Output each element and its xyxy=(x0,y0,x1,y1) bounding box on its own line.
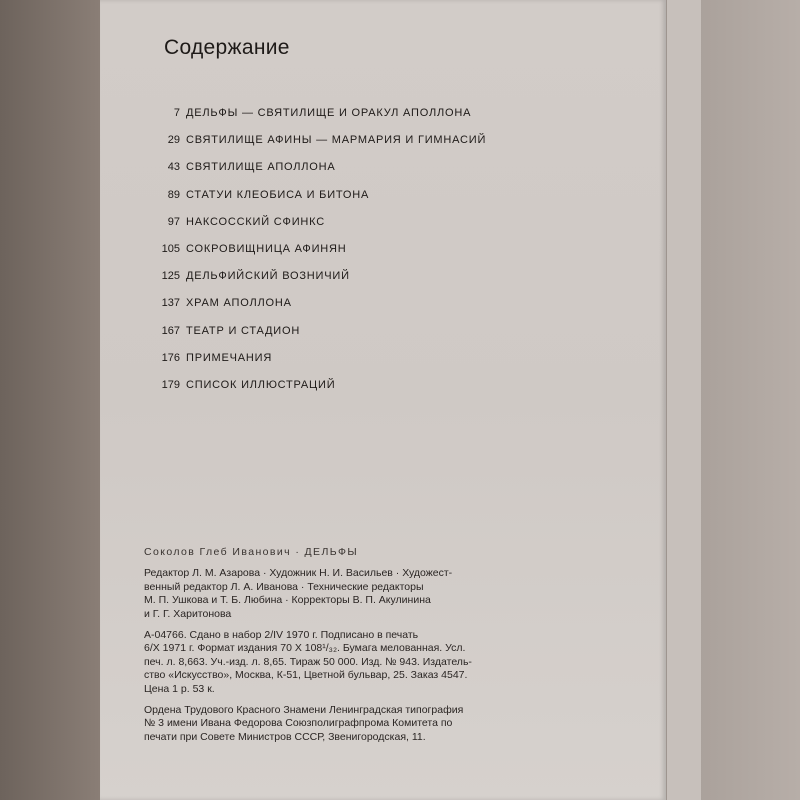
imprint-line: Цена 1 р. 53 к. xyxy=(144,682,215,695)
toc-title: ДЕЛЬФЫ — СВЯТИЛИЩЕ И ОРАКУЛ АПОЛЛОНА xyxy=(186,107,472,119)
toc-page-number: 89 xyxy=(167,188,180,201)
toc-entry xyxy=(100,290,620,317)
toc-title: СПИСОК ИЛЛЮСТРАЦИЙ xyxy=(186,378,336,391)
toc-title: СВЯТИЛИЩЕ АПОЛЛОНА xyxy=(186,161,336,174)
toc-entry xyxy=(100,209,620,236)
toc-title: СОКРОВИЩНИЦА АФИНЯН xyxy=(186,242,347,255)
toc-page-number: 137 xyxy=(161,297,180,310)
imprint-line: Редактор Л. М. Азарова · Художник Н. И. Васильев · Художест- xyxy=(144,567,453,580)
toc-page-number: 167 xyxy=(161,324,180,337)
toc-title: СВЯТИЛИЩЕ АФИНЫ — МАРМАРИЯ И ГИМНАСИЙ xyxy=(186,134,487,147)
contents-heading: Содержание xyxy=(164,36,290,59)
imprint-line: Ордена Трудового Красного Знамени Ленинградская типография xyxy=(144,704,464,717)
toc-entry xyxy=(100,318,620,345)
imprint-line: и Г. Г. Харитонова xyxy=(144,607,232,620)
background-left xyxy=(0,0,100,800)
toc-page-number: 97 xyxy=(167,215,180,228)
printer-block xyxy=(144,704,614,744)
toc-page-number: 7 xyxy=(173,107,180,119)
toc-entry xyxy=(100,127,620,154)
toc-page-number: 43 xyxy=(167,161,180,174)
toc-title: ДЕЛЬФИЙСКИЙ ВОЗНИЧИЙ xyxy=(186,270,350,283)
imprint-line: венный редактор Л. А. Иванова · Технические редакторы xyxy=(144,580,424,593)
toc-title: ХРАМ АПОЛЛОНА xyxy=(186,297,292,310)
toc-title: НАКСОССКИЙ СФИНКС xyxy=(186,215,325,228)
author-line: Соколов Глеб Иванович · ДЕЛЬФЫ xyxy=(144,546,359,558)
table-of-contents xyxy=(100,100,620,399)
imprint-line: ство «Искусство», Москва, К-51, Цветной бульвар, 25. Заказ 4547. xyxy=(144,669,468,682)
imprint xyxy=(144,546,614,752)
toc-entry xyxy=(100,372,620,399)
editors-block xyxy=(144,567,614,621)
toc-entry xyxy=(100,100,620,127)
toc-entry xyxy=(100,345,620,372)
imprint-line: М. П. Ушкова и Т. Б. Любина · Корректоры В. П. Акулинина xyxy=(144,594,431,607)
toc-title: ТЕАТР И СТАДИОН xyxy=(186,324,301,337)
imprint-line: № 3 имени Ивана Федорова Союзполиграфпрома Комитета по xyxy=(144,717,453,730)
background-right xyxy=(698,0,800,800)
imprint-line: печ. л. 8,663. Уч.-изд. л. 8,65. Тираж 50 000. Изд. № 943. Издатель- xyxy=(144,655,472,668)
toc-page-number: 125 xyxy=(161,270,180,283)
imprint-line: печати при Совете Министров СССР, Звенигородская, 11. xyxy=(144,730,426,743)
imprint-line: 6/X 1971 г. Формат издания 70 X 108¹/₃₂. Бумага мелованная. Усл. xyxy=(144,642,466,655)
facing-page-edge xyxy=(666,0,701,800)
toc-title: ПРИМЕЧАНИЯ xyxy=(186,351,273,364)
toc-entry xyxy=(100,182,620,209)
toc-page-number: 176 xyxy=(161,351,180,364)
toc-page-number: 29 xyxy=(167,134,180,147)
toc-page-number: 105 xyxy=(161,242,180,255)
toc-title: СТАТУИ КЛЕОБИСА И БИТОНА xyxy=(186,188,370,201)
print-details-block xyxy=(144,629,614,696)
toc-page-number: 179 xyxy=(161,378,180,391)
toc-entry xyxy=(100,236,620,263)
book-page xyxy=(100,0,666,800)
toc-entry xyxy=(100,263,620,290)
toc-entry xyxy=(100,154,620,181)
imprint-line: А-04766. Сдано в набор 2/IV 1970 г. Подписано в печать xyxy=(144,629,419,642)
